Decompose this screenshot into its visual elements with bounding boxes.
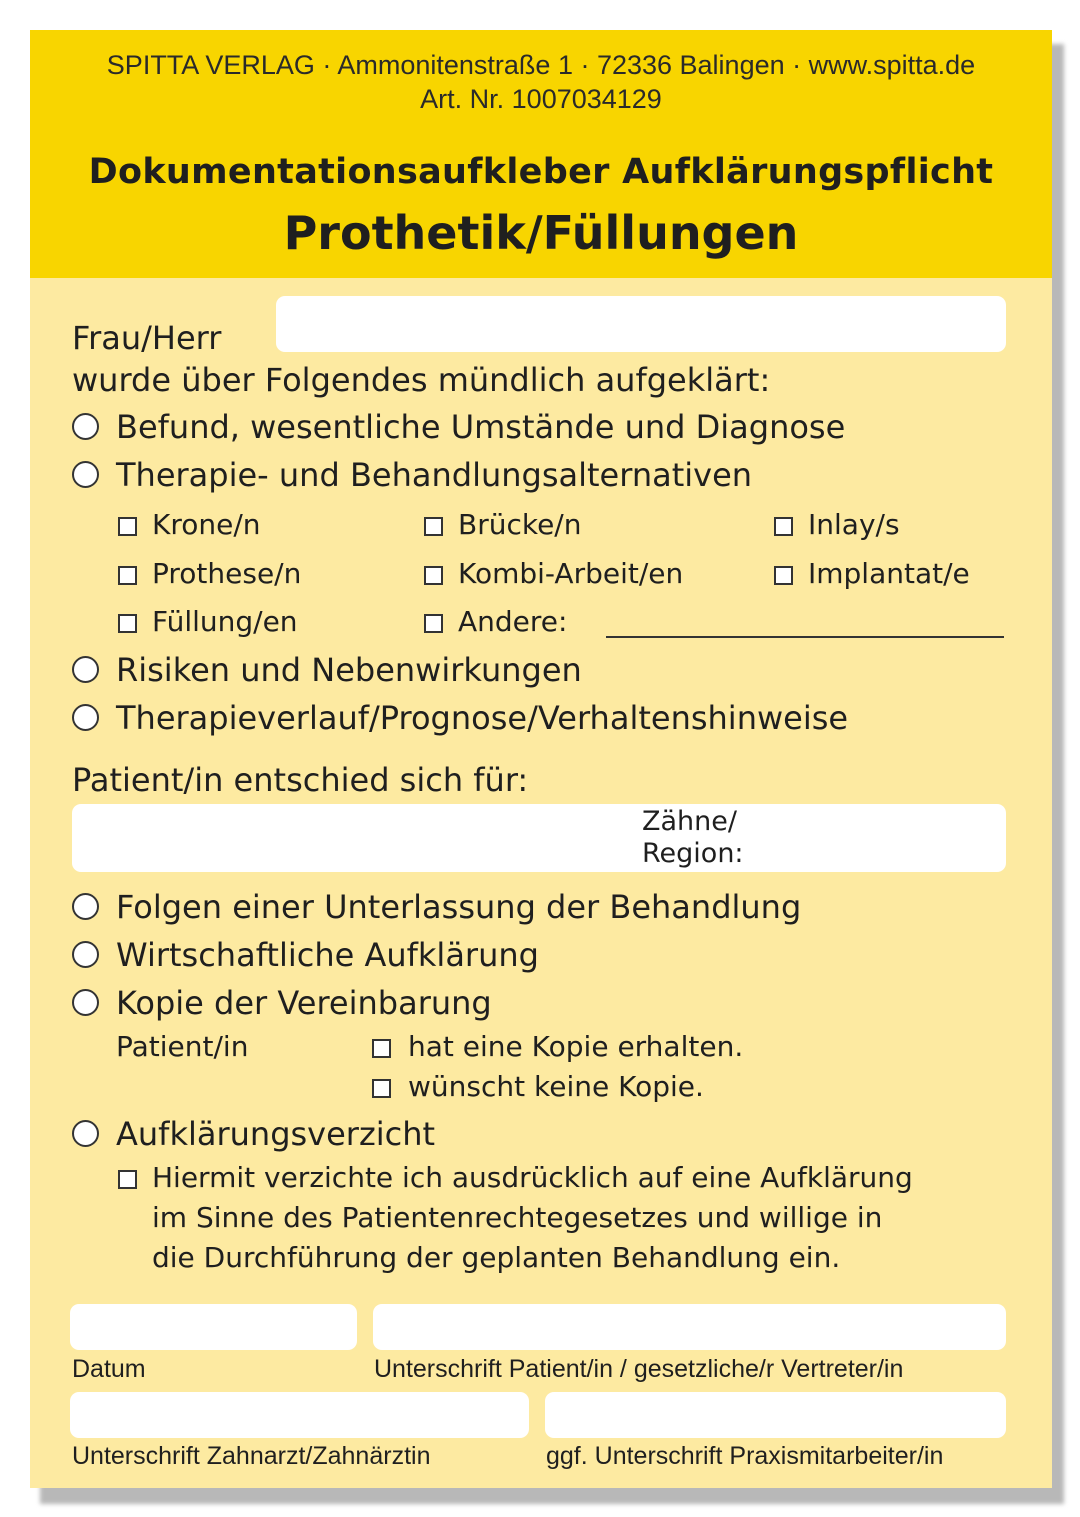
copy-received-label: hat eine Kopie erhalten. — [408, 1030, 744, 1063]
option-risks-label: Risiken und Nebenwirkungen — [116, 651, 582, 689]
date-label: Datum — [72, 1355, 146, 1383]
option-omission-label: Folgen einer Unterlassung der Behandlung — [116, 888, 802, 926]
patient-signature-field[interactable] — [373, 1304, 1006, 1350]
option-waiver-label: Aufklärungsverzicht — [116, 1115, 436, 1153]
option-economic-label: Wirtschaftliche Aufklärung — [116, 936, 539, 974]
name-label: Frau/Herr — [72, 319, 222, 357]
alt-bridge-label: Brücke/n — [458, 508, 582, 541]
decision-field[interactable] — [72, 804, 1006, 872]
waiver-text-line-3: die Durchführung der geplanten Behandlung ein. — [152, 1241, 841, 1274]
date-field[interactable] — [70, 1304, 357, 1350]
checkbox-filling[interactable] — [118, 614, 137, 633]
patient-signature-label: Unterschrift Patient/in / gesetzliche/r Vertreter/in — [374, 1355, 904, 1383]
no-copy-label: wünscht keine Kopie. — [408, 1070, 704, 1103]
page-subtitle: Prothetik/Füllungen — [283, 206, 799, 260]
alt-implant-label: Implantat/e — [808, 557, 970, 590]
checkbox-other[interactable] — [424, 614, 443, 633]
alt-filling-label: Füllung/en — [152, 605, 298, 638]
checkbox-inlay[interactable] — [774, 517, 793, 536]
checkbox-bridge[interactable] — [424, 517, 443, 536]
documentation-sticker — [30, 30, 1052, 1488]
checkbox-no-copy[interactable] — [372, 1079, 391, 1098]
dentist-signature-label: Unterschrift Zahnarzt/Zahnärztin — [72, 1442, 431, 1470]
alt-inlay-label: Inlay/s — [808, 508, 900, 541]
checkbox-waiver-consent[interactable] — [118, 1170, 137, 1189]
checkbox-prosthesis[interactable] — [118, 566, 137, 585]
radio-economic[interactable] — [72, 941, 99, 968]
alt-prosthesis-label: Prothese/n — [152, 557, 302, 590]
publisher-line: SPITTA VERLAG · Ammonitenstraße 1 · 72336 Balingen · www.spitta.de — [106, 50, 976, 80]
checkbox-crown[interactable] — [118, 517, 137, 536]
publisher-info — [30, 48, 1052, 116]
radio-omission-consequences[interactable] — [72, 893, 99, 920]
copy-patient-label: Patient/in — [116, 1030, 249, 1063]
option-copy-label: Kopie der Vereinbarung — [116, 984, 492, 1022]
radio-prognosis[interactable] — [72, 704, 99, 731]
header-band — [30, 30, 1052, 278]
alt-combination-label: Kombi-Arbeit/en — [458, 557, 684, 590]
decision-label: Patient/in entschied sich für: — [72, 761, 529, 799]
intro-text: wurde über Folgendes mündlich aufgeklärt: — [72, 361, 771, 399]
checkbox-implant[interactable] — [774, 566, 793, 585]
option-alternatives-label: Therapie- und Behandlungsalternativen — [116, 456, 753, 494]
radio-alternatives[interactable] — [72, 461, 99, 488]
waiver-text-line-2: im Sinne des Patientenrechtegesetzes und willige in — [152, 1201, 883, 1234]
checkbox-combination[interactable] — [424, 566, 443, 585]
staff-signature-field[interactable] — [545, 1392, 1006, 1438]
radio-finding[interactable] — [72, 413, 99, 440]
waiver-text-line-1: Hiermit verzichte ich ausdrücklich auf eine Aufklärung — [152, 1161, 913, 1194]
alt-other-label: Andere: — [458, 605, 568, 638]
checkbox-copy-received[interactable] — [372, 1039, 391, 1058]
article-number: Art. Nr. 1007034129 — [420, 84, 662, 114]
dentist-signature-field[interactable] — [70, 1392, 529, 1438]
teeth-region-label-1: Zähne/ — [642, 806, 737, 837]
other-write-line[interactable] — [606, 636, 1004, 638]
page-title: Dokumentationsaufkleber Aufklärungspflicht — [88, 152, 994, 192]
radio-copy-agreement[interactable] — [72, 989, 99, 1016]
name-field[interactable] — [276, 296, 1006, 352]
radio-risks[interactable] — [72, 656, 99, 683]
teeth-region-label-2: Region: — [642, 838, 744, 869]
staff-signature-label: ggf. Unterschrift Praxismitarbeiter/in — [546, 1442, 944, 1470]
option-finding-label: Befund, wesentliche Umstände und Diagnose — [116, 408, 846, 446]
alt-crown-label: Krone/n — [152, 508, 261, 541]
radio-waiver[interactable] — [72, 1120, 99, 1147]
option-prognosis-label: Therapieverlauf/Prognose/Verhaltenshinweise — [116, 699, 849, 737]
